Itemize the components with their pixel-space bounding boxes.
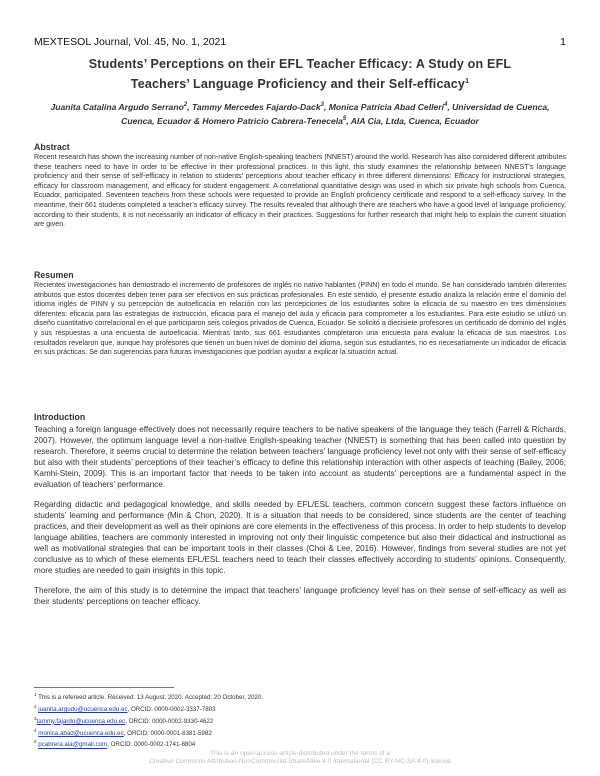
author-2: , Tammy Mercedes Fajardo-Dack <box>187 101 321 112</box>
page-number: 1 <box>560 36 566 48</box>
footnote-2-mark: 2 <box>34 703 37 709</box>
abstract-section <box>34 142 566 230</box>
intro-paragraph-3: Therefore, the aim of this study is to determine the impact that teachers’ language proficiency level has on their sense of self-efficacy as well as their students’ perceptions on teacher efficacy. <box>34 586 566 606</box>
footnote-2 <box>34 703 434 715</box>
author-list <box>40 99 560 128</box>
author-1-mark: 2 <box>183 102 188 108</box>
author-4: , Universidad de Cuenca, Cuenca, Ecuador & Homero Patricio Cabrera-Tenecela <box>121 101 550 127</box>
footnote-1-text: This is a refereed article. Received: 13 August, 2020. Accepted: 20 October, 2020. <box>36 694 264 702</box>
running-head: MEXTESOL Journal, Vol. 45, No. 1, 2021 <box>34 36 227 48</box>
footnote-1-mark: 1 <box>34 692 37 697</box>
intro-paragraph-1: Teaching a foreign language effectively does not necessarily require teachers to be native speakers of the language they teach (Farrell & Richards, 2007). However, the optimum language level a non-native English-speaking teacher (NNEST) is something that has been called into question by research. Therefore, it seems crucial to determine the relation between teachers’ language proficiency level not only with their sense of self-efficacy but also with their students’ perceptions of their teacher’s efficacy to define this relationship interaction with other aspects of teaching (Bailey, 2006; Kamhi-Stein, 2009). This is an important factor that needs to be taken into account as students’ perceptions are a fundamental aspect in the evaluation of teachers’ performance. <box>34 425 566 489</box>
footnote-5-email-link[interactable]: pcabrera.aia@gmail.com <box>38 741 108 749</box>
footnote-4-orcid: , ORCID: 0000-0001-8381-5982 <box>123 729 212 737</box>
title-line-1: Students’ Perceptions on their EFL Teacher Efficacy: A Study on EFL <box>88 57 512 71</box>
author-2-mark: 3 <box>320 102 324 108</box>
footnote-2-email-link[interactable]: juanita.argudo@ucuenca.edu.ec <box>38 705 128 713</box>
footnote-divider <box>34 687 174 688</box>
author-4-mark: 5 <box>342 116 347 123</box>
title-line-2 <box>30 73 570 93</box>
footnote-5-mark: 5 <box>34 739 37 745</box>
footnote-5-orcid: , ORCID: 0000-0002-1741-8804 <box>107 741 196 749</box>
resumen-text: Recientes investigaciones han demostrado el incremento de profesores de inglés no nativo hablantes (PINN) en todo el mundo. Se han considerado también diferentes atributos que estos docentes deben tener para ser efectivos en sus prácticas profesionales. En este sentido, el presente estudio analiza la relación entre el dominio del idioma inglés de PINN y su percepción de autoeficacia en relación con las percepciones de los estudiantes sobre la eficacia de su maestro en tres dimensiones diferentes: eficacia para las estrategias de instrucción, eficacia para el manejo del aula y eficacia para comprometer a los estudiantes. Para este estudio se utilizó un diseño cuantitativo correlacional en el que participaron seis colegios privados de Cuenca, Ecuador. Se solicitó a diecisiete profesores un certificado de dominio del inglés y sus respuestas a una encuesta de autoeficacia. Mientras tanto, sus 661 estudiantes completaron una encuesta para evaluar la eficacia de sus maestros. Los resultados revelaron que, aunque hay profesores que tienen un buen nivel de dominio del idioma, según sus estudiantes, no es necesariamente un indicador de eficacia en sus prácticas. Se dan sugerencias para futuras investigaciones que podrían ayudar a explicar la situación actual. <box>34 281 566 357</box>
license-notice <box>0 750 600 767</box>
footnote-3-mark: 3 <box>34 715 37 721</box>
abstract-heading: Abstract <box>34 142 70 152</box>
footnote-4-email-link[interactable]: monica.abad@ucuenca.edu.ec <box>38 729 124 737</box>
footnote-3-email-link[interactable]: tammy.fajardo@ucuenca.edu.ec <box>36 717 126 725</box>
license-line-2: Creative Commons Attribution-NonCommercial-ShareAlike 4.0 International (CC BY-NC-SA 4.0) license <box>149 758 451 766</box>
author-3-mark: 4 <box>443 102 448 108</box>
intro-paragraph-2: Regarding didactic and pedagogical knowledge, and skills needed by EFL/ESL teachers, common concern suggest these factors influence on students’ learning and performance (Min & Chon, 2020). It is a situation that needs to be considered, since students are the center of teaching practices, and their development as well as their opinions are core elements in the effectiveness of this process. In order to help students to develop language abilities, teachers are commonly interested in improving not only their linguistic competence but also their didactical and instructional as well as motivational strategies that can be important tools in their classes (Choi & Lee, 2016). However, findings from several studies are not yet conclusive as to which of these elements EFL/ESL teachers need to teach their classes effectively according to students’ opinions. Consequently, more studies are needed to gain insights in this topic. <box>34 500 566 575</box>
paper-title <box>30 55 570 93</box>
author-1: Juanita Catalina Argudo Serrano <box>50 101 184 112</box>
footnote-3 <box>34 715 434 727</box>
author-3: , Monica Patricia Abad Celleri <box>323 101 444 112</box>
footnote-4-mark: 4 <box>34 727 37 733</box>
footnote-3-orcid: , ORCID: 0000-0002-9330-4622 <box>125 717 214 725</box>
footnote-2-orcid: , ORCID: 0000-0002-3337-7803 <box>127 705 216 713</box>
license-line-1: This is an open-access article distributed under the terms of a <box>210 750 390 757</box>
title-footnote-mark: 1 <box>465 78 470 85</box>
title-line-2-text: Teachers’ Language Proficiency and their Self-efficacy <box>130 77 466 92</box>
footnote-5 <box>34 738 434 750</box>
author-5: , AIA Cia, Ltda, Cuenca, Ecuador <box>346 116 479 127</box>
footnote-4 <box>34 727 434 739</box>
abstract-text: Recent research has shown the increasing number of non-native English-speaking teachers (NNEST) around the world. Research has also considered different attributes these teachers need to have in order to be effective in their professional practices. In this light, this study examines the relationship between NNEST’s language proficiency and their sense of self-efficacy in relation to students’ perceptions about teacher efficacy in three different dimensions: Efficacy for instructional strategies, efficacy for classroom management, and efficacy for student engagement. A correlational quantitative design was used in which six private high schools from Cuenca, Ecuador, participated. Seventeen teachers from these schools were requested to provide an English proficiency certificate and respond to a self-efficacy survey. In the meantime, their 661 students completed a teacher’s efficacy survey. The results revealed that although there are teachers who have a good level of language proficiency, according to their students, it is not necessarily an indicator of efficacy in their practices. Suggestions for further research that might help to explain the current situation are given. <box>34 153 566 229</box>
introduction-section <box>34 412 566 607</box>
resumen-heading: Resumen <box>34 270 74 280</box>
footnotes <box>34 691 434 750</box>
resumen-section <box>34 270 566 358</box>
introduction-heading: Introduction <box>34 412 86 422</box>
footnote-1 <box>34 691 434 703</box>
